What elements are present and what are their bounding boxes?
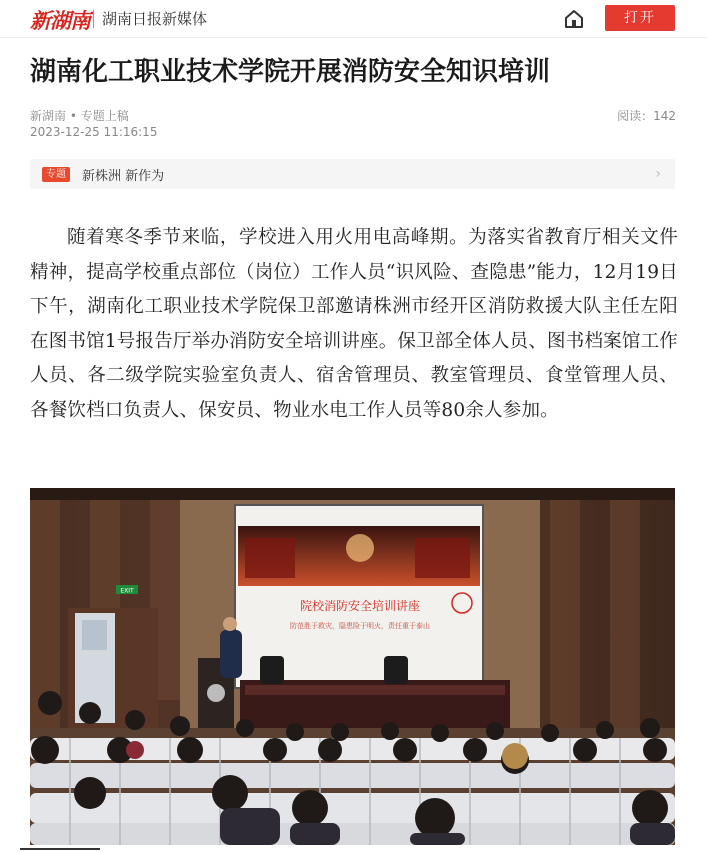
logo[interactable]: 新湖南 [30,8,90,33]
bottom-indicator [20,848,100,850]
topic-tag: 专题 [42,167,70,182]
open-app-button[interactable]: 打开 [605,5,675,31]
article-source: 新湖南 • 专题上稿 [30,109,129,123]
page-title: 湖南化工职业技术学院开展消防安全知识培训 [30,57,551,87]
article-body: 随着寒冬季节来临，学校进入用火用电高峰期。为落实省教育厅相关文件精神，提高学校重点部位（岗位）工作人员“识风险、查隐患”能力，12月19日下午，湖南化工职业技术学院保卫部邀请株洲市经开区消防救援大队主任左阳在图书馆1号报告厅举办消防安全培训讲座。保卫部全体人员、图书档案馆工作人员、各二级学院实验室负责人、宿舍管理员、教室管理员、食堂管理人员、各餐饮档口负责人、保安员、物业水电工作人员等80余人参加。 [30,227,678,421]
read-count: 阅读：142 [617,109,676,123]
exit-sign: EXIT [120,587,134,595]
top-bar [0,0,707,38]
brand-name: 湖南日报新媒体 [102,10,208,28]
chevron-right-icon: › [655,166,661,182]
topic-title: 新株洲 新作为 [82,169,165,184]
logo-separator [93,10,94,28]
slide-title: 院校消防安全培训讲座 [299,599,421,613]
article-photo[interactable] [30,488,675,845]
topic-link[interactable] [30,159,675,189]
article-timestamp: 2023-12-25 11:16:15 [30,125,158,139]
home-icon[interactable] [563,8,585,30]
slide-subtitle: 防范胜于救灾，隐患险于明火，责任重于泰山 [290,622,430,630]
